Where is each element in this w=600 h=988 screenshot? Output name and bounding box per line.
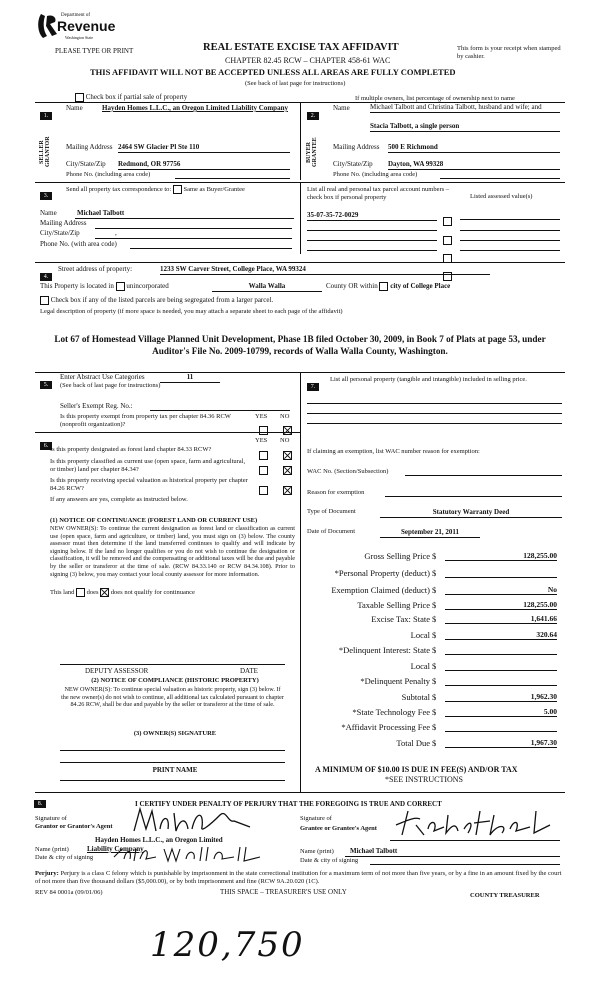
fee-row bbox=[300, 614, 560, 627]
historic-no-checkbox[interactable] bbox=[283, 486, 292, 495]
grantee-signature-scribble bbox=[390, 805, 560, 841]
unincorporated-label: unincorporated bbox=[126, 282, 169, 291]
same-as-buyer-label: Same as Buyer/Grantee bbox=[183, 185, 245, 193]
forest-question: Is this property designated as forest land chapter 84.33 RCW? bbox=[50, 446, 212, 453]
fee-row bbox=[300, 630, 560, 643]
print-name-label: PRINT NAME bbox=[152, 766, 198, 774]
does-qualify-checkbox[interactable] bbox=[76, 588, 85, 597]
assessor-date-label: DATE bbox=[240, 667, 258, 675]
fee-row bbox=[300, 585, 560, 598]
fee-label: Excise Tax: State bbox=[371, 614, 430, 624]
partial-sale-checkbox[interactable] bbox=[75, 93, 84, 102]
dollar-sign: $ bbox=[432, 585, 437, 595]
send-label: Send all property tax correspondence to: bbox=[66, 185, 172, 193]
fee-row bbox=[300, 551, 560, 564]
buyer-name-value-2: Stacia Talbott, a single person bbox=[370, 122, 560, 132]
this-land-label: This land bbox=[50, 588, 75, 596]
grantee-agent-label: Grantee or Grantee's Agent bbox=[300, 825, 377, 832]
notice1-title: (1) NOTICE OF CONTINUANCE (FOREST LAND OR CURRENT USE) bbox=[50, 517, 258, 524]
grantee-sig-of: Signature of bbox=[300, 815, 332, 822]
dollar-sign: $ bbox=[432, 722, 437, 732]
abstract-label: Enter Abstract Use Categories bbox=[60, 373, 145, 381]
parcel-heading: List all real and personal tax parcel account numbers – check box if personal property bbox=[307, 186, 450, 201]
logo-state: Washington State bbox=[65, 35, 94, 40]
section-number-4: 4. bbox=[40, 273, 52, 281]
fee-value[interactable]: No bbox=[445, 585, 557, 595]
grantee-date-label: Date & city of signing bbox=[300, 857, 359, 864]
abstract-value: 11 bbox=[160, 373, 220, 383]
s6-no-label: NO bbox=[280, 437, 290, 444]
seller-mailing-label: Mailing Address bbox=[66, 143, 113, 151]
street-label: Street address of property: bbox=[58, 265, 133, 273]
wac-no-label: WAC No. (Section/Subsection) bbox=[307, 468, 389, 475]
fee-label: *Delinquent Penalty bbox=[360, 676, 430, 686]
does-not-label: does not qualify for continuance bbox=[110, 588, 195, 596]
multi-owner-note: If multiple owners, list percentage of ownership next to name bbox=[355, 95, 515, 102]
grantor-company: Hayden Homes L.L.C., an Oregon Limited bbox=[95, 836, 223, 844]
warning-banner: THIS AFFIDAVIT WILL NOT BE ACCEPTED UNLESS ALL AREAS ARE FULLY COMPLETED bbox=[90, 67, 456, 77]
grantee-name-print-label: Name (print) bbox=[300, 848, 334, 855]
grantor-signature bbox=[130, 805, 270, 835]
tax-name-value: Michael Talbott bbox=[75, 209, 294, 219]
parcel-personal-checkbox-1[interactable] bbox=[443, 217, 452, 226]
seller-phone-label: Phone No. (including area code) bbox=[66, 171, 151, 178]
owner-signature-label: (3) OWNER(S) SIGNATURE bbox=[133, 730, 217, 737]
minimum-note: A MINIMUM OF $10.00 IS DUE IN FEE(S) AND/OR TAX bbox=[315, 765, 518, 774]
buyer-grantee-label: BUYER GRANTEE bbox=[306, 137, 318, 167]
notice2-title: (2) NOTICE OF COMPLIANCE (HISTORIC PROPERTY) bbox=[91, 677, 259, 684]
parcel-value: 35-07-35-72-0029 bbox=[307, 211, 437, 221]
forest-no-checkbox[interactable] bbox=[283, 451, 292, 460]
fee-row bbox=[300, 645, 560, 658]
dollar-sign: $ bbox=[432, 551, 437, 561]
revenue-logo bbox=[35, 10, 115, 42]
fee-value[interactable] bbox=[445, 645, 557, 655]
doc-type-label: Type of Document bbox=[307, 508, 356, 515]
buyer-phone-label: Phone No. (including area code) bbox=[333, 171, 418, 178]
certify-statement: I CERTIFY UNDER PENALTY OF PERJURY THAT THE FOREGOING IS TRUE AND CORRECT bbox=[135, 800, 442, 808]
fee-value[interactable]: 320.64 bbox=[445, 630, 557, 640]
please-type: PLEASE TYPE OR PRINT bbox=[55, 47, 134, 55]
section-number-1: 1. bbox=[40, 112, 52, 120]
county-value: Walla Walla bbox=[212, 282, 322, 292]
receipt-note: This form is your receipt when stamped by cashier. bbox=[457, 45, 561, 60]
fee-label: *Delinquent Interest: State bbox=[338, 645, 430, 655]
fee-value[interactable] bbox=[445, 676, 557, 686]
wac-claim-label: If claiming an exemption, list WAC number reason for exemption: bbox=[307, 448, 480, 455]
doc-date-label: Date of Document bbox=[307, 528, 356, 535]
exempt-no-checkbox[interactable] bbox=[283, 426, 292, 435]
fee-label: Subtotal bbox=[401, 692, 430, 702]
buyer-name-label: Name bbox=[333, 104, 350, 112]
fee-label: Gross Selling Price bbox=[364, 551, 430, 561]
located-in-label: This Property is located in bbox=[40, 282, 114, 291]
same-as-buyer-checkbox[interactable] bbox=[173, 185, 182, 194]
grantor-date-label: Date & city of signing bbox=[35, 854, 94, 861]
partial-sale-label: Check box if partial sale of property bbox=[85, 93, 188, 102]
s6-yes-label: YES bbox=[255, 437, 268, 444]
dollar-sign: $ bbox=[432, 661, 437, 671]
tax-city-label: City/State/Zip bbox=[40, 229, 80, 237]
see-instructions: *SEE INSTRUCTIONS bbox=[385, 775, 464, 784]
grantor-name-print: Liability Company bbox=[87, 845, 144, 853]
county-or-within bbox=[326, 282, 450, 291]
dollar-sign: $ bbox=[432, 630, 437, 640]
grantor-agent-label: Grantor or Grantor's Agent bbox=[35, 823, 113, 830]
dollar-sign: $ bbox=[432, 676, 437, 686]
fee-value[interactable]: 5.00 bbox=[445, 707, 557, 717]
notice1-body: NEW OWNER(S): To continue the current designation as forest land or classification as current use (open space, farm and agriculture, or timber) land, you must sign on (3) below. The county assessor must then determine if the land transferred continues to qualify and will indicate by signing below. If the land no longer qualifies or you do not wish to continue the designation or classification, it will be removed and the compensating or additional taxes will be due and payable by the seller or transferor at the time of sale. (RCW 84.33.140 or RCW 84.34.108). Prior to signing (3) below, you may contact your local county assessor for more information. bbox=[50, 525, 295, 578]
fee-row bbox=[300, 661, 560, 674]
legal-description: Lot 67 of Homestead Village Planned Unit Development, Phase 1B filed October 30, 2009, in Book 7 of Plats at page 53, under Auditor's File No. 2009-10799, records of Walla Walla County, Washington. bbox=[54, 334, 546, 356]
fee-value[interactable] bbox=[445, 722, 557, 732]
segregated-row bbox=[40, 296, 273, 305]
exempt-yes-checkbox[interactable] bbox=[259, 426, 268, 435]
dollar-sign: $ bbox=[432, 614, 437, 624]
seller-city-label: City/State/Zip bbox=[66, 160, 106, 168]
segregated-checkbox[interactable] bbox=[40, 296, 49, 305]
assessed-heading: Listed assessed value(s) bbox=[470, 193, 533, 200]
fee-row bbox=[300, 568, 560, 581]
personal-property-label: List all personal property (tangible and intangible) included in selling price. bbox=[330, 376, 527, 383]
rev-number: REV 84 0001a (09/01/06) bbox=[35, 889, 103, 896]
fee-value[interactable] bbox=[445, 661, 557, 671]
logo-word: Revenue bbox=[57, 18, 116, 34]
grantor-name-print-label: Name (print) bbox=[35, 846, 69, 853]
fee-row bbox=[300, 692, 560, 705]
fee-value[interactable]: 128,255.00 bbox=[445, 551, 557, 561]
buyer-mailing-value: 500 E Richmond bbox=[388, 143, 560, 153]
reason-label: Reason for exemption bbox=[307, 489, 365, 496]
fee-value[interactable]: 1,641.66 bbox=[445, 614, 557, 624]
fee-label: *Personal Property (deduct) bbox=[334, 568, 430, 578]
fee-label: Exemption Claimed (deduct) bbox=[331, 585, 430, 595]
grantee-name-print: Michael Talbott bbox=[345, 847, 560, 857]
exempt-question: Is this property exempt from property tax per chapter 84.36 RCW (nonprofit organization)? bbox=[60, 413, 231, 428]
parcel-personal-checkbox-2[interactable] bbox=[443, 236, 452, 245]
dollar-sign: $ bbox=[432, 645, 437, 655]
dollar-sign: $ bbox=[432, 568, 437, 578]
exempt-yes-label: YES bbox=[255, 413, 268, 420]
seller-mailing-value: 2464 SW Glacier Pl Ste 110 bbox=[118, 143, 290, 153]
buyer-city-label: City/State/Zip bbox=[333, 160, 373, 168]
historic-question: Is this property receiving special valuation as historical property per chapter 84.26 RCW? bbox=[50, 477, 248, 492]
current-use-question: Is this property classified as current use (open space, farm and agricultural, or timber) land per chapter 84.34? bbox=[50, 458, 246, 473]
segregated-label: Check box if any of the listed parcels are being segregated from a larger parcel. bbox=[50, 296, 274, 305]
deputy-assessor-label: DEPUTY ASSESSOR bbox=[85, 667, 149, 675]
tax-name-label: Name bbox=[40, 209, 57, 217]
tax-mailing-label: Mailing Address bbox=[40, 219, 87, 227]
within-city-checkbox[interactable] bbox=[379, 282, 388, 291]
tax-city-value: , bbox=[95, 229, 292, 239]
form-title: REAL ESTATE EXCISE TAX AFFIDAVIT bbox=[203, 42, 399, 53]
seller-grantor-label: SELLER GRANTOR bbox=[39, 136, 51, 168]
perjury-text: Perjury is a class C felony which is punishable by imprisonment in the state correctional institution for a maximum term of not more than five years, or by a fine in an amount fixed by the court of not more than five thousand dollars ($5,000.00), or by both imprisonment and fine (RCW 9A.20.020 (1C). bbox=[35, 870, 562, 885]
street-value: 1233 SW Carver Street, College Place, WA 99324 bbox=[160, 265, 490, 275]
doc-type-value: Statutory Warranty Deed bbox=[380, 508, 562, 518]
grantor-date-handwriting bbox=[110, 845, 270, 863]
section-number-8: 8. bbox=[34, 800, 46, 808]
unincorporated-checkbox[interactable] bbox=[116, 282, 125, 291]
forest-yes-checkbox[interactable] bbox=[259, 451, 268, 460]
dollar-sign: $ bbox=[432, 738, 437, 748]
buyer-name-value-1: Michael Talbott and Christina Talbott, husband and wife; and bbox=[370, 103, 560, 113]
fee-row bbox=[300, 722, 560, 735]
section-number-3: 3. bbox=[40, 192, 52, 200]
perjury-notice bbox=[35, 870, 565, 886]
grantor-signature-scribble bbox=[130, 805, 270, 835]
fee-value[interactable]: 1,962.30 bbox=[445, 692, 557, 702]
grantor-date-scribble bbox=[110, 845, 270, 863]
county-treasurer: COUNTY TREASURER bbox=[470, 892, 540, 899]
doc-date-value: September 21, 2011 bbox=[380, 528, 480, 538]
legal-label: Legal description of property (if more space is needed, you may attach a separate sheet to each page of the affidavit) bbox=[40, 308, 343, 315]
logo-department: Department of bbox=[61, 13, 91, 18]
partial-sale-check[interactable] bbox=[75, 93, 187, 102]
seller-city-value: Redmond, OR 97756 bbox=[118, 160, 290, 170]
seller-name-value: Hayden Homes L.L.C., an Oregon Limited Liability Company bbox=[102, 104, 288, 112]
dollar-sign: $ bbox=[432, 707, 437, 717]
fee-label: Taxable Selling Price bbox=[357, 600, 430, 610]
see-back-note: (See back of last page for instructions) bbox=[245, 80, 346, 87]
fee-row bbox=[300, 707, 560, 720]
send-correspondence bbox=[66, 185, 245, 194]
buyer-mailing-label: Mailing Address bbox=[333, 143, 380, 151]
qualify-row bbox=[50, 588, 195, 597]
abstract-see-back: (See back of last page for instructions) bbox=[60, 382, 161, 389]
fee-row bbox=[300, 676, 560, 689]
located-in-row bbox=[40, 282, 169, 291]
section-number-6: 6. bbox=[40, 442, 52, 450]
exempt-no-label: NO bbox=[280, 413, 290, 420]
treasurer-space: THIS SPACE – TREASURER'S USE ONLY bbox=[220, 888, 347, 896]
fee-label: *Affidavit Processing Fee bbox=[341, 722, 430, 732]
seller-name-label: Name bbox=[66, 104, 83, 112]
notice2-body: NEW OWNER(S): To continue special valuation as historic property, sign (3) below. If the new owner(s) do not wish to continue, all additional tax calculated pursuant to chapter 84.26 RCW, shall be due and payable by the seller or transferor at the time of sale. bbox=[61, 686, 284, 709]
current-use-no-checkbox[interactable] bbox=[283, 466, 292, 475]
fee-row bbox=[300, 600, 560, 613]
fee-row bbox=[300, 738, 560, 751]
fee-value[interactable] bbox=[445, 568, 557, 578]
current-use-yes-checkbox[interactable] bbox=[259, 466, 268, 475]
form-chapter: CHAPTER 82.45 RCW – CHAPTER 458-61 WAC bbox=[225, 56, 391, 65]
handwritten-amount: 120,750 bbox=[150, 925, 305, 965]
section-number-7: 7. bbox=[307, 383, 319, 391]
tax-phone-label: Phone No. (with area code) bbox=[40, 240, 117, 248]
county-or-within-label: County OR within bbox=[326, 282, 378, 291]
grantee-signature bbox=[390, 805, 560, 841]
does-not-qualify-checkbox[interactable] bbox=[100, 588, 109, 597]
section-number-5: 5. bbox=[40, 381, 52, 389]
historic-yes-checkbox[interactable] bbox=[259, 486, 268, 495]
fee-label: Local bbox=[410, 661, 430, 671]
fee-value[interactable]: 1,967.30 bbox=[445, 738, 557, 748]
city-of-label: city of College Place bbox=[390, 282, 451, 291]
fee-value[interactable]: 128,255.00 bbox=[445, 600, 557, 610]
does-label: does bbox=[86, 588, 99, 596]
fee-label: Local bbox=[410, 630, 430, 640]
fee-label: Total Due bbox=[396, 738, 430, 748]
buyer-city-value: Dayton, WA 99328 bbox=[388, 160, 560, 170]
grantor-sig-of: Signature of bbox=[35, 815, 67, 822]
exempt-reg-label: Seller's Exempt Reg. No.: bbox=[60, 402, 133, 410]
if-yes-note: If any answers are yes, complete as instructed below. bbox=[50, 496, 188, 503]
dollar-sign: $ bbox=[432, 692, 437, 702]
section-number-2: 2. bbox=[307, 112, 319, 120]
fee-label: *State Technology Fee bbox=[352, 707, 430, 717]
perjury-label: Perjury: bbox=[35, 870, 59, 877]
dollar-sign: $ bbox=[432, 600, 437, 610]
